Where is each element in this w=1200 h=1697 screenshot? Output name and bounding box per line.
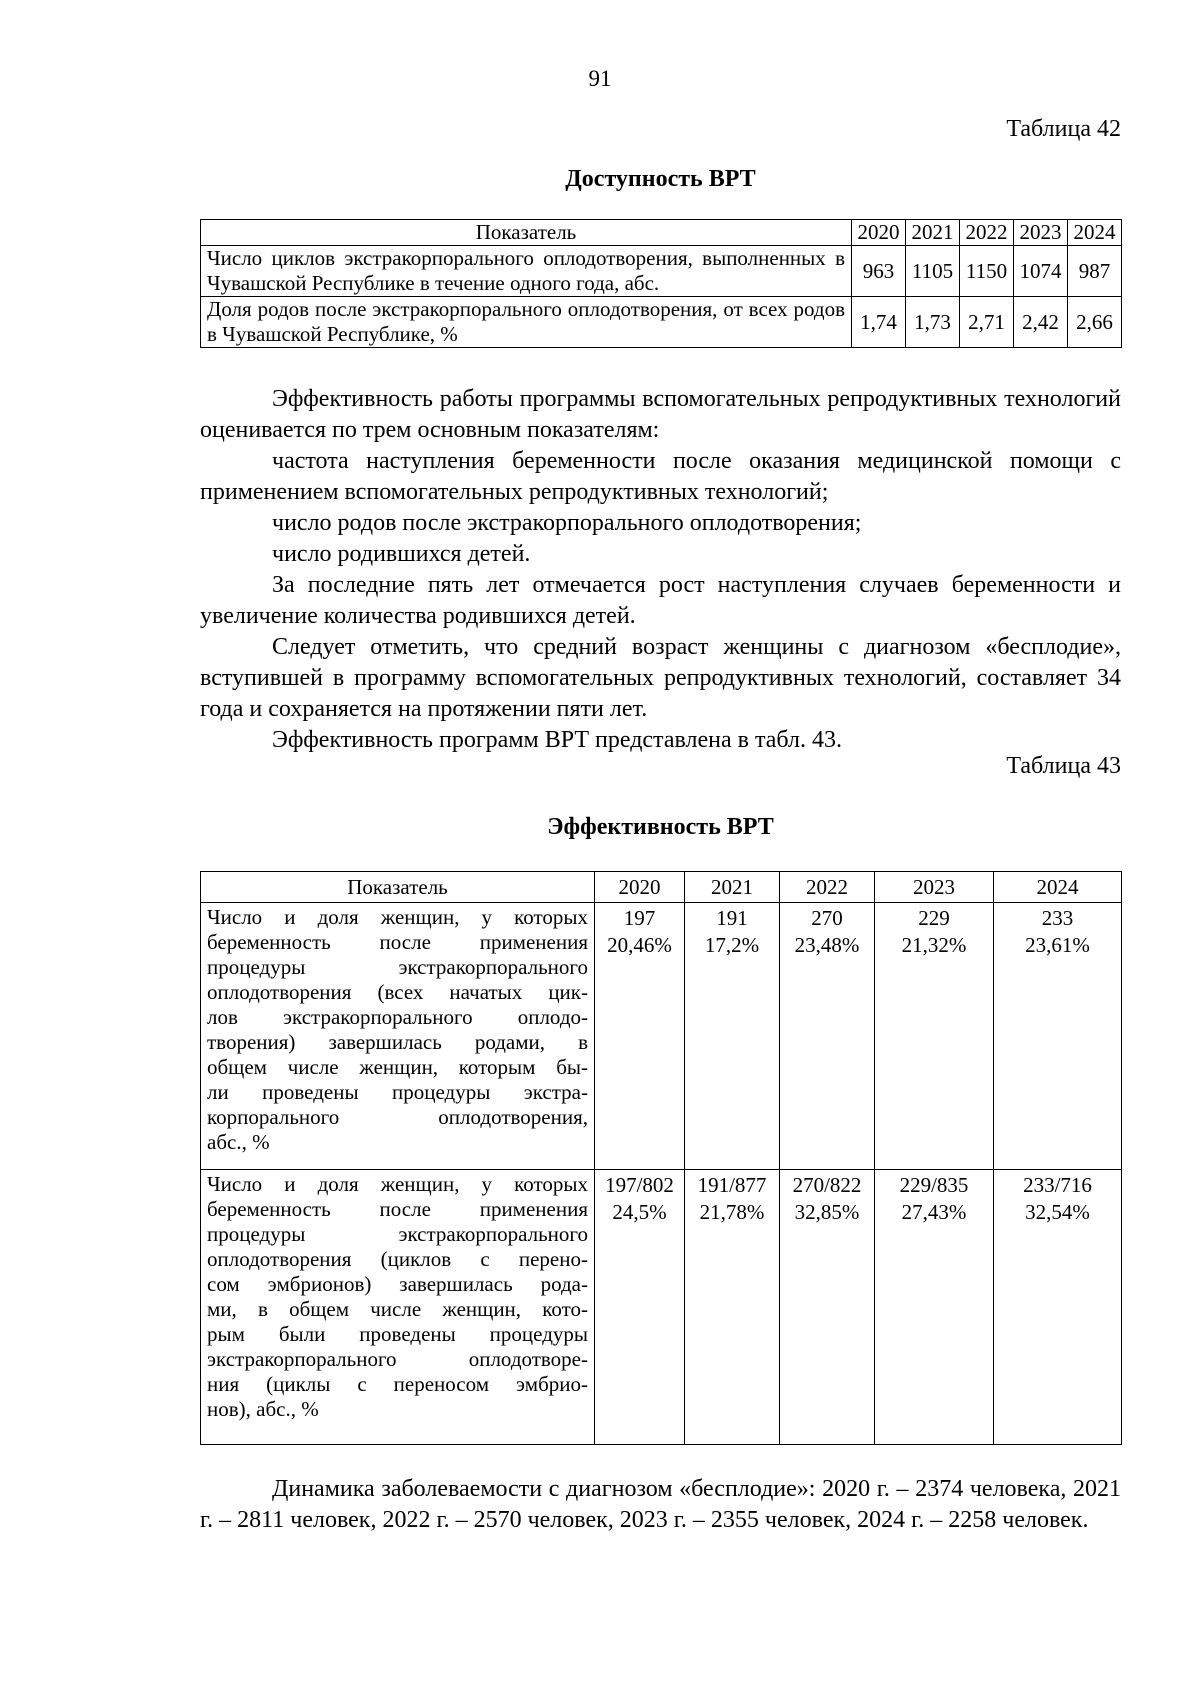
value-abs: 233	[1041, 906, 1074, 930]
header-cell-year: 2020	[595, 872, 685, 903]
value-cell	[780, 903, 875, 1170]
page-number: 91	[588, 66, 612, 91]
header-cell-year: 2022	[960, 220, 1014, 246]
value-cell: 1,73	[906, 297, 960, 348]
value-pct: 32,85%	[794, 1200, 860, 1224]
paragraph: Динамика заболеваемости с диагнозом «бесплодие»: 2020 г. – 2374 человека, 2021 г. – 2811 человек, 2022 г. – 2570 человек, 2023 г. – 2355 человек, 2024 г. – 2258 человек.	[200, 1476, 1121, 1533]
value-cell	[685, 903, 780, 1170]
header-cell-indicator: Показатель	[201, 220, 852, 246]
value-pct: 23,61%	[1025, 933, 1090, 957]
value-abs: 197	[623, 906, 656, 930]
indicator-line: беременность после применения	[207, 930, 588, 954]
value-pct: 27,43%	[901, 1200, 967, 1224]
body-text	[200, 384, 1121, 756]
value-cell: 1074	[1014, 246, 1068, 297]
header-cell-year: 2024	[994, 872, 1122, 903]
table-42-label: Таблица 42	[1006, 116, 1121, 142]
value-pct: 17,2%	[704, 933, 760, 957]
indicator-line: беременность после применения	[207, 1197, 588, 1221]
table-43-title: Эффективность ВРТ	[547, 814, 774, 840]
indicator-cell	[201, 1170, 595, 1445]
indicator-line: абс., %	[207, 1130, 270, 1154]
value-pct: 20,46%	[607, 933, 672, 957]
paragraph: число родов после экстракорпорального оплодотворения;	[272, 510, 862, 536]
table-42-title: Доступность ВРТ	[565, 166, 756, 192]
value-pct: 21,32%	[901, 933, 967, 957]
value-cell	[685, 1170, 780, 1445]
paragraph: частота наступления беременности после оказания медицинской помощи с применением вспомогательных репродуктивных технологий;	[200, 448, 1121, 505]
table-header-row	[201, 872, 1122, 903]
value-pct: 23,48%	[794, 933, 860, 957]
indicator-line: творения) завершилась родами, в	[207, 1030, 588, 1054]
value-pct: 24,5%	[612, 1200, 667, 1224]
value-cell: 2,42	[1014, 297, 1068, 348]
table-row	[201, 1170, 1122, 1445]
value-cell	[994, 903, 1122, 1170]
value-abs: 270/822	[792, 1173, 862, 1197]
value-cell: 987	[1068, 246, 1122, 297]
value-cell: 1105	[906, 246, 960, 297]
value-cell: 2,66	[1068, 297, 1122, 348]
indicator-cell	[201, 903, 595, 1170]
header-cell-year: 2020	[852, 220, 906, 246]
paragraph: число родившихся детей.	[272, 541, 531, 567]
value-cell	[875, 1170, 994, 1445]
indicator-line: экстракорпорального оплодотворе-	[207, 1347, 588, 1371]
indicator-line: Число и доля женщин, у которых	[207, 905, 588, 929]
table-42	[200, 219, 1122, 348]
indicator-line: ми, в общем числе женщин, кото-	[207, 1297, 588, 1321]
indicator-line: корпорального оплодотворения,	[207, 1105, 588, 1129]
value-cell	[994, 1170, 1122, 1445]
value-abs: 270	[811, 906, 843, 930]
value-abs: 191/877	[697, 1173, 767, 1197]
value-pct: 32,54%	[1025, 1200, 1090, 1224]
indicator-cell: Число циклов экстракорпорального оплодотворения, выполненных в Чувашской Республике в течение одного года, абс.	[201, 246, 852, 297]
indicator-line: ли проведены процедуры экстра-	[207, 1080, 588, 1104]
value-cell: 963	[852, 246, 906, 297]
value-cell	[595, 903, 685, 1170]
value-cell	[595, 1170, 685, 1445]
header-cell-year: 2021	[685, 872, 780, 903]
value-pct: 21,78%	[699, 1200, 765, 1224]
value-abs: 229/835	[899, 1173, 969, 1197]
indicator-line: сом эмбрионов) завершилась рода-	[207, 1272, 588, 1296]
indicator-line: оплодотворения (всех начатых цик-	[207, 980, 588, 1004]
indicator-line: нов), абс., %	[207, 1397, 319, 1421]
value-abs: 233/716	[1023, 1173, 1092, 1197]
value-cell: 2,71	[960, 297, 1014, 348]
footer-text	[200, 1474, 1121, 1536]
value-abs: 197/802	[605, 1173, 674, 1197]
table-header-row	[201, 220, 1122, 246]
value-cell: 1,74	[852, 297, 906, 348]
header-cell-year: 2023	[1014, 220, 1068, 246]
value-abs: 229	[918, 906, 950, 930]
paragraph: Эффективность работы программы вспомогательных репродуктивных технологий оценивается по трем основным показателям:	[200, 386, 1121, 443]
value-cell	[875, 903, 994, 1170]
value-abs: 191	[716, 906, 748, 930]
table-row	[201, 297, 1122, 348]
indicator-line: Число и доля женщин, у которых	[207, 1172, 588, 1196]
indicator-line: ния (циклы с переносом эмбрио-	[207, 1372, 588, 1396]
indicator-line: общем числе женщин, которым бы-	[207, 1055, 588, 1079]
indicator-line: рым были проведены процедуры	[207, 1322, 588, 1346]
value-cell: 1150	[960, 246, 1014, 297]
header-cell-year: 2022	[780, 872, 875, 903]
header-cell-indicator: Показатель	[201, 872, 595, 903]
paragraph: Следует отметить, что средний возраст женщины с диагнозом «бесплодие», вступившей в программу вспомогательных репродуктивных технологий, составляет 34 года и сохраняется на протяжении пяти лет.	[200, 634, 1121, 722]
indicator-line: оплодотворения (циклов с перено-	[207, 1247, 588, 1271]
header-cell-year: 2023	[875, 872, 994, 903]
paragraph: За последние пять лет отмечается рост наступления случаев беременности и увеличение количества родившихся детей.	[200, 572, 1121, 629]
indicator-cell: Доля родов после экстракорпорального оплодотворения, от всех родов в Чувашской Республике, %	[201, 297, 852, 348]
paragraph: Эффективность программ ВРТ представлена в табл. 43.	[272, 727, 842, 753]
header-cell-year: 2024	[1068, 220, 1122, 246]
table-43-label: Таблица 43	[1006, 753, 1121, 779]
table-row	[201, 903, 1122, 1170]
indicator-line: процедуры экстракорпорального	[207, 1222, 588, 1246]
table-row	[201, 246, 1122, 297]
indicator-line: процедуры экстракорпорального	[207, 955, 588, 979]
table-43	[200, 871, 1122, 1445]
value-cell	[780, 1170, 875, 1445]
indicator-line: лов экстракорпорального оплодо-	[207, 1005, 588, 1029]
header-cell-year: 2021	[906, 220, 960, 246]
